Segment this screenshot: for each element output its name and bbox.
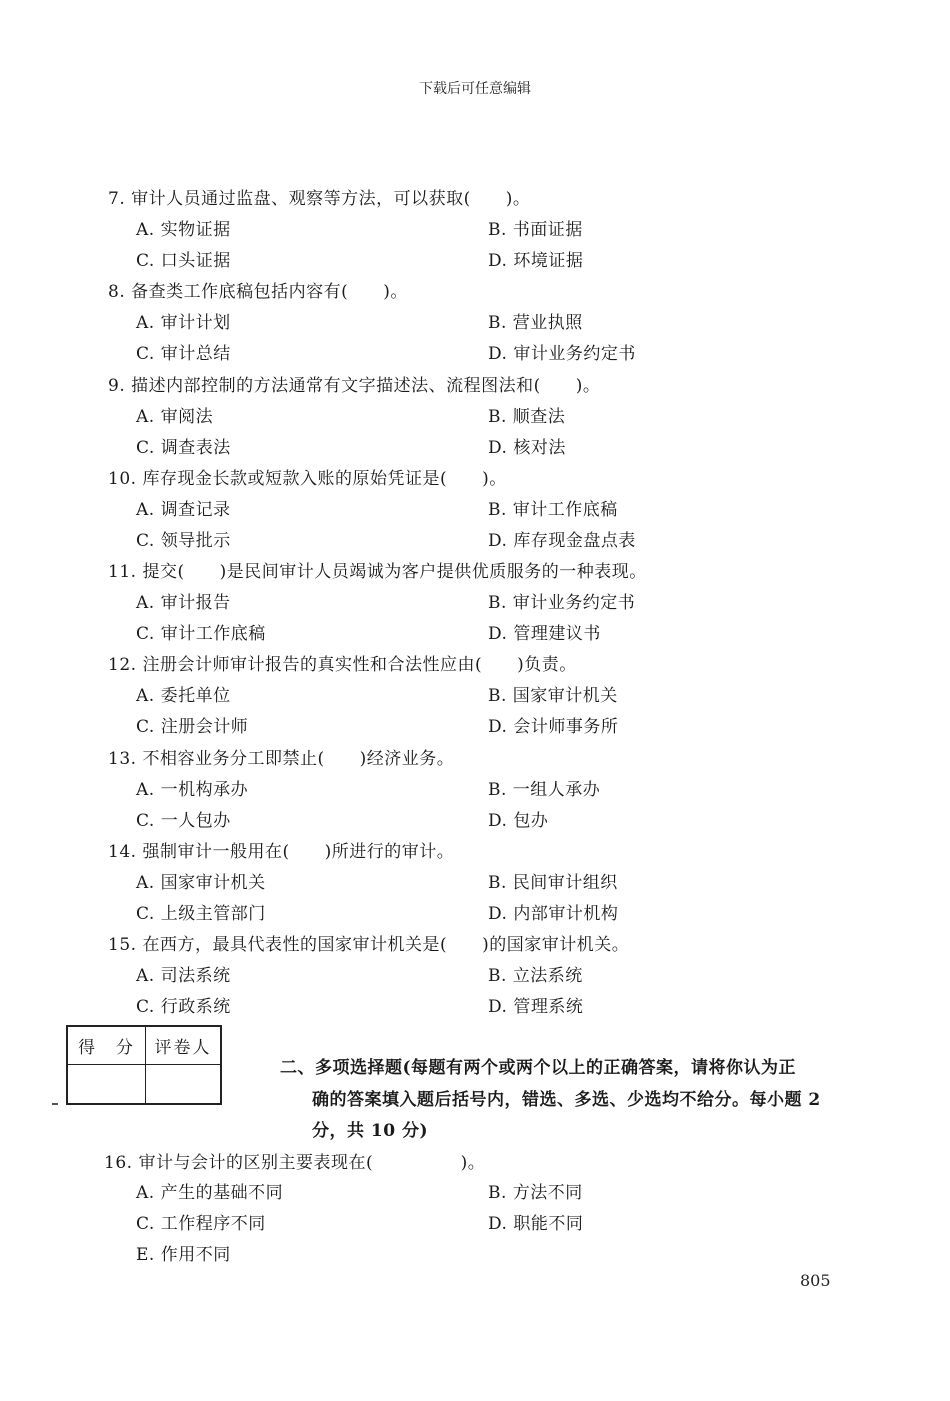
scan-mark	[52, 1103, 58, 1105]
page-number: 805	[800, 1271, 831, 1290]
question-9-option-c: C. 调查表法	[136, 438, 231, 458]
question-8-option-b: B. 营业执照	[488, 313, 583, 333]
question-10-option-d: D. 库存现金盘点表	[488, 531, 636, 551]
question-9-option-b: B. 顺查法	[488, 407, 566, 427]
question-16-option-e: E. 作用不同	[136, 1245, 231, 1265]
question-13-option-a: A. 一机构承办	[136, 780, 249, 800]
section-2-title-line-3: 分，共 10 分)	[312, 1121, 429, 1141]
question-7-option-b: B. 书面证据	[488, 220, 583, 240]
question-13-option-c: C. 一人包办	[136, 811, 231, 831]
section-2-title-line-1: 二、多项选择题(每题有两个或两个以上的正确答案，请将你认为正	[280, 1058, 797, 1078]
question-14-option-b: B. 民间审计组织	[488, 873, 618, 893]
question-13-option-b: B. 一组人承办	[488, 780, 601, 800]
question-7-option-c: C. 口头证据	[136, 251, 231, 271]
grader-entry-cell	[146, 1065, 220, 1103]
question-11-stem: 11. 提交( )是民间审计人员竭诚为客户提供优质服务的一种表现。	[108, 562, 647, 582]
question-10-option-c: C. 领导批示	[136, 531, 231, 551]
question-15-option-d: D. 管理系统	[488, 997, 584, 1017]
question-7-option-d: D. 环境证据	[488, 251, 584, 271]
score-box	[66, 1025, 222, 1105]
question-10-option-a: A. 调查记录	[136, 500, 231, 520]
question-10-stem: 10. 库存现金长款或短款入账的原始凭证是( )。	[108, 469, 507, 489]
question-7-stem: 7. 审计人员通过监盘、观察等方法，可以获取( )。	[108, 189, 531, 209]
grader-label: 评卷人	[146, 1027, 220, 1065]
question-8-option-d: D. 审计业务约定书	[488, 344, 636, 364]
score-entry-cell	[68, 1065, 146, 1103]
question-14-option-d: D. 内部审计机构	[488, 904, 619, 924]
question-12-stem: 12. 注册会计师审计报告的真实性和合法性应由( )负责。	[108, 655, 577, 675]
question-8-stem: 8. 备查类工作底稿包括内容有( )。	[108, 282, 408, 302]
question-11-option-b: B. 审计业务约定书	[488, 593, 636, 613]
question-16-option-b: B. 方法不同	[488, 1183, 583, 1203]
question-13-stem: 13. 不相容业务分工即禁止( )经济业务。	[108, 749, 455, 769]
question-15-stem: 15. 在西方，最具代表性的国家审计机关是( )的国家审计机关。	[108, 935, 630, 955]
question-9-stem: 9. 描述内部控制的方法通常有文字描述法、流程图法和( )。	[108, 376, 601, 396]
question-14-option-c: C. 上级主管部门	[136, 904, 266, 924]
question-15-option-a: A. 司法系统	[136, 966, 231, 986]
page-header: 下载后可任意编辑	[419, 81, 531, 97]
question-14-option-a: A. 国家审计机关	[136, 873, 266, 893]
question-11-option-a: A. 审计报告	[136, 593, 231, 613]
question-16-option-d: D. 职能不同	[488, 1214, 584, 1234]
question-7-option-a: A. 实物证据	[136, 220, 231, 240]
question-12-option-b: B. 国家审计机关	[488, 686, 618, 706]
question-16-stem: 16. 审计与会计的区别主要表现在( )。	[104, 1153, 486, 1173]
question-15-option-b: B. 立法系统	[488, 966, 583, 986]
question-8-option-c: C. 审计总结	[136, 344, 231, 364]
question-11-option-c: C. 审计工作底稿	[136, 624, 266, 644]
question-12-option-d: D. 会计师事务所	[488, 717, 619, 737]
question-8-option-a: A. 审计计划	[136, 313, 231, 333]
question-16-option-c: C. 工作程序不同	[136, 1214, 266, 1234]
question-9-option-a: A. 审阅法	[136, 407, 214, 427]
question-16-option-a: A. 产生的基础不同	[136, 1183, 284, 1203]
question-14-stem: 14. 强制审计一般用在( )所进行的审计。	[108, 842, 455, 862]
question-15-option-c: C. 行政系统	[136, 997, 231, 1017]
score-label: 得 分	[68, 1027, 146, 1065]
question-12-option-c: C. 注册会计师	[136, 717, 249, 737]
question-12-option-a: A. 委托单位	[136, 686, 231, 706]
question-13-option-d: D. 包办	[488, 811, 549, 831]
section-2-title-line-2: 确的答案填入题后括号内，错选、多选、少选均不给分。每小题 2	[312, 1090, 821, 1110]
question-10-option-b: B. 审计工作底稿	[488, 500, 618, 520]
question-9-option-d: D. 核对法	[488, 438, 566, 458]
question-11-option-d: D. 管理建议书	[488, 624, 601, 644]
